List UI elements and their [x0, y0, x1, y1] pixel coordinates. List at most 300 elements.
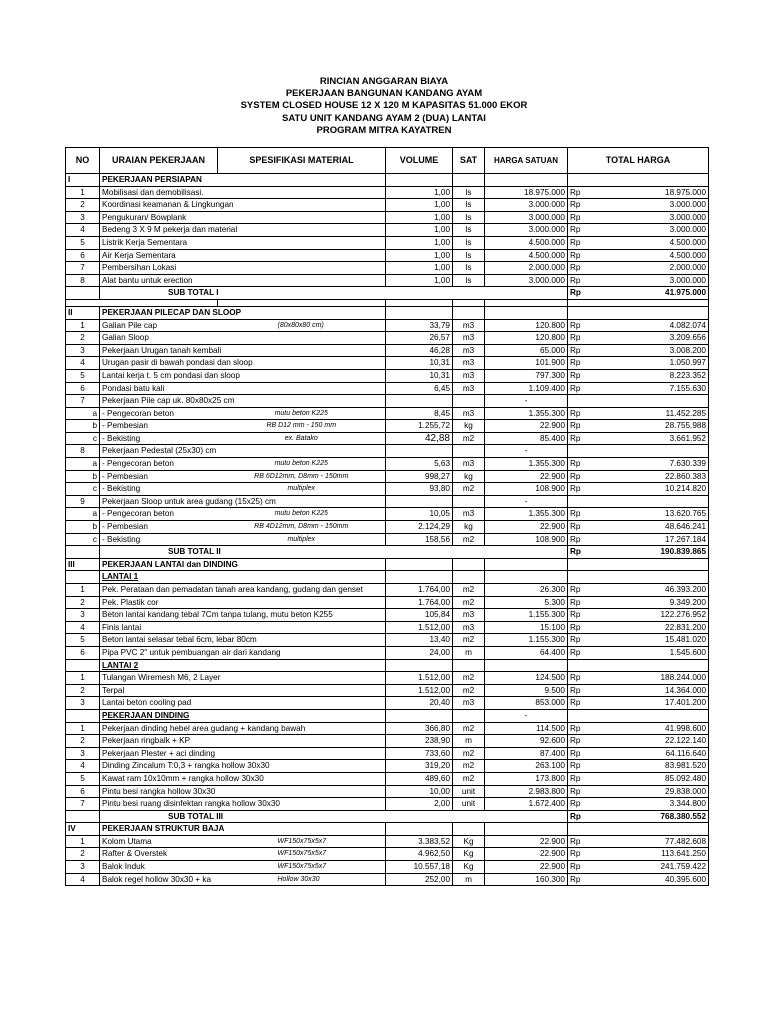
unit-value: ls	[453, 262, 485, 275]
col-header-volume: VOLUME	[386, 148, 453, 174]
unit-value: m2	[453, 584, 485, 597]
table-row	[66, 495, 709, 508]
currency-label: Rp	[568, 546, 586, 559]
section-number: III	[66, 558, 100, 571]
total-price	[586, 445, 709, 458]
section-number: IV	[66, 823, 100, 836]
unit-price: 173.800	[485, 772, 568, 785]
row-number: 2	[66, 848, 100, 861]
row-number: 5	[66, 634, 100, 647]
table-row	[66, 319, 709, 332]
total-price: 113.641.250	[586, 848, 709, 861]
unit-price: 22.900	[485, 420, 568, 433]
header-line-3: SYSTEM CLOSED HOUSE 12 X 120 M KAPASITAS 51.000 EKOR	[240, 100, 528, 112]
total-price: 17.267.184	[586, 533, 709, 546]
volume-value: 238,90	[386, 735, 453, 748]
currency-label: Rp	[568, 798, 586, 811]
unit-price: 114.500	[485, 722, 568, 735]
volume-value: 10,31	[386, 357, 453, 370]
table-row	[66, 344, 709, 357]
work-description: Beton lantai selasar tebal 6cm, lebar 80cm	[100, 634, 386, 647]
group-row	[66, 659, 709, 672]
unit-price: 2.000.000	[485, 262, 568, 275]
total-price: 3.000.000	[586, 211, 709, 224]
volume-value: 1.512,00	[386, 684, 453, 697]
total-price: 4.082.074	[586, 319, 709, 332]
unit-value: m2	[453, 634, 485, 647]
empty-cell	[66, 659, 100, 672]
unit-value: m3	[453, 344, 485, 357]
currency-label: Rp	[568, 722, 586, 735]
subtotal-row	[66, 287, 709, 300]
table-row	[66, 407, 709, 420]
work-description: Alat bantu untuk erection	[100, 274, 386, 287]
total-price: 7.630.339	[586, 458, 709, 471]
unit-value: m3	[453, 621, 485, 634]
row-number: 3	[66, 609, 100, 622]
unit-value: m3	[453, 369, 485, 382]
unit-value: m3	[453, 508, 485, 521]
row-number: 4	[66, 224, 100, 237]
empty-cell	[568, 571, 586, 584]
table-row	[66, 369, 709, 382]
currency-label: Rp	[568, 249, 586, 262]
material-spec: RB D12 mm - 150 mm	[218, 420, 386, 433]
subtotal-label: SUB TOTAL III	[100, 810, 568, 823]
unit-value: kg	[453, 420, 485, 433]
volume-value: 8,45	[386, 407, 453, 420]
volume-value: 6,45	[386, 382, 453, 395]
work-description: - Bekisting	[100, 432, 218, 445]
total-price: 7.155.630	[586, 382, 709, 395]
work-description: Pekerjaan Sloop untuk area gudang (15x25) cm	[100, 495, 386, 508]
unit-value: m2	[453, 432, 485, 445]
currency-label: Rp	[568, 621, 586, 634]
volume-value	[386, 445, 453, 458]
empty-cell	[568, 659, 586, 672]
material-spec: WF150x75x5x7	[218, 861, 386, 874]
empty-cell	[453, 709, 485, 722]
work-description: Mobilisasi dan demobilisasi.	[100, 186, 386, 199]
subtotal-value: 41.975.000	[586, 287, 709, 300]
table-row	[66, 697, 709, 710]
volume-value: 33,79	[386, 319, 453, 332]
work-description: Lantai beton cooling pad	[100, 697, 386, 710]
col-header-spesifikasi: SPESIFIKASI MATERIAL	[218, 148, 386, 174]
unit-price: 22.900	[485, 470, 568, 483]
empty-cell	[386, 174, 453, 187]
total-price	[586, 495, 709, 508]
volume-value: 10,00	[386, 785, 453, 798]
row-number: 9	[66, 495, 100, 508]
unit-value: ls	[453, 249, 485, 262]
total-price: 4.500.000	[586, 236, 709, 249]
table-row	[66, 420, 709, 433]
unit-price: 1.672.400	[485, 798, 568, 811]
volume-value: 1.255,72	[386, 420, 453, 433]
total-price: 77.482.608	[586, 835, 709, 848]
section-number: II	[66, 306, 100, 319]
row-number: 4	[66, 621, 100, 634]
total-price: 3.209.656	[586, 332, 709, 345]
empty-cell	[485, 174, 568, 187]
currency-label: Rp	[568, 236, 586, 249]
unit-price: 1.155.300	[485, 634, 568, 647]
table-row	[66, 274, 709, 287]
total-price: 17.401.200	[586, 697, 709, 710]
empty-cell	[453, 823, 485, 836]
unit-price: 64.400	[485, 646, 568, 659]
total-price: 18.975.000	[586, 186, 709, 199]
unit-value: m2	[453, 483, 485, 496]
table-row	[66, 609, 709, 622]
work-description: Pintu besi ruang disinfektan rangka hollow 30x30	[100, 798, 386, 811]
total-price: 241.759.422	[586, 861, 709, 874]
work-description: - Pengecoran beton	[100, 508, 218, 521]
total-price: 1.545.600	[586, 646, 709, 659]
total-price: 3.000.000	[586, 274, 709, 287]
currency-label	[568, 495, 586, 508]
total-price: 15.481.020	[586, 634, 709, 647]
unit-price: 120.800	[485, 332, 568, 345]
material-spec: ex. Batako	[218, 432, 386, 445]
empty-cell	[386, 709, 453, 722]
total-price: 3.344.800	[586, 798, 709, 811]
row-number: 5	[66, 772, 100, 785]
work-description: - Bekisting	[100, 533, 218, 546]
empty-cell	[586, 174, 709, 187]
volume-value: 1,00	[386, 199, 453, 212]
currency-label: Rp	[568, 772, 586, 785]
currency-label: Rp	[568, 835, 586, 848]
currency-label: Rp	[568, 262, 586, 275]
unit-price: 108.900	[485, 483, 568, 496]
total-price	[586, 395, 709, 408]
row-number: 4	[66, 357, 100, 370]
row-number: 5	[66, 236, 100, 249]
currency-label: Rp	[568, 199, 586, 212]
work-description: - Pembesian	[100, 470, 218, 483]
volume-value: 24,00	[386, 646, 453, 659]
volume-value: 5,63	[386, 458, 453, 471]
work-description: - Pembesian	[100, 521, 218, 534]
unit-price: 18.975.000	[485, 186, 568, 199]
group-title: LANTAI 1	[100, 571, 386, 584]
total-price: 3.661.952	[586, 432, 709, 445]
table-row	[66, 432, 709, 445]
volume-value: 1,00	[386, 249, 453, 262]
section-title: PEKERJAAN LANTAI dan DINDING	[100, 558, 386, 571]
budget-table	[65, 147, 709, 886]
currency-label: Rp	[568, 747, 586, 760]
unit-price: 1.155.300	[485, 609, 568, 622]
currency-label	[568, 395, 586, 408]
row-number: 8	[66, 274, 100, 287]
unit-price: 65.000	[485, 344, 568, 357]
group-row	[66, 709, 709, 722]
material-spec: multiplex	[218, 483, 386, 496]
currency-label: Rp	[568, 596, 586, 609]
section-title: PEKERJAAN PERSIAPAN	[100, 174, 386, 187]
spacer-row	[66, 299, 709, 306]
row-number: 6	[66, 249, 100, 262]
work-description: Pekerjaan Pile cap uk. 80x80x25 cm	[100, 395, 386, 408]
empty-cell	[386, 306, 453, 319]
empty-cell	[568, 558, 586, 571]
work-description: Beton lantai kandang tebal 7Cm tanpa tulang, mutu beton K255	[100, 609, 386, 622]
unit-price: 120.800	[485, 319, 568, 332]
unit-value: m3	[453, 332, 485, 345]
currency-label: Rp	[568, 432, 586, 445]
volume-value: 998,27	[386, 470, 453, 483]
work-description: Pekerjaan Urugan tanah kembali	[100, 344, 386, 357]
volume-value: 319,20	[386, 760, 453, 773]
material-spec: WF150x75x5x7	[218, 835, 386, 848]
table-row	[66, 596, 709, 609]
row-number: 1	[66, 672, 100, 685]
table-row	[66, 357, 709, 370]
material-spec: Hollow 30x30	[218, 873, 386, 886]
table-row	[66, 785, 709, 798]
table-row	[66, 634, 709, 647]
empty-cell	[386, 558, 453, 571]
unit-price: 853.000	[485, 697, 568, 710]
table-row	[66, 735, 709, 748]
unit-price: 160.300	[485, 873, 568, 886]
total-price: 46.393.200	[586, 584, 709, 597]
unit-price: 5.300	[485, 596, 568, 609]
currency-label: Rp	[568, 873, 586, 886]
unit-value: unit	[453, 798, 485, 811]
unit-value: ls	[453, 199, 485, 212]
empty-cell	[218, 299, 386, 306]
subtotal-value: 190.839.865	[586, 546, 709, 559]
work-description: Pek. Plastik cor	[100, 596, 386, 609]
col-header-harga: HARGA SATUAN	[485, 148, 568, 174]
total-price: 3.000.000	[586, 199, 709, 212]
volume-value: 1,00	[386, 224, 453, 237]
work-description: Pengukuran/ Bowplank	[100, 211, 386, 224]
subtotal-label: SUB TOTAL I	[100, 287, 568, 300]
volume-value: 3.383,52	[386, 835, 453, 848]
empty-cell	[586, 571, 709, 584]
total-price: 4.500.000	[586, 249, 709, 262]
unit-value: m	[453, 873, 485, 886]
section-row	[66, 174, 709, 187]
empty-cell	[66, 810, 100, 823]
work-description: Kawat ram 10x10mm + rangka hollow 30x30	[100, 772, 386, 785]
empty-cell	[66, 546, 100, 559]
volume-value: 252,00	[386, 873, 453, 886]
volume-value: 42,88	[386, 432, 453, 445]
currency-label: Rp	[568, 584, 586, 597]
volume-value: 10,05	[386, 508, 453, 521]
volume-value: 10,31	[386, 369, 453, 382]
section-row	[66, 823, 709, 836]
row-number: 7	[66, 262, 100, 275]
table-row	[66, 772, 709, 785]
currency-label: Rp	[568, 785, 586, 798]
unit-price: 101.900	[485, 357, 568, 370]
unit-value: Kg	[453, 848, 485, 861]
empty-cell	[586, 709, 709, 722]
unit-value: m3	[453, 319, 485, 332]
unit-value: m2	[453, 533, 485, 546]
empty-cell	[485, 299, 568, 306]
currency-label: Rp	[568, 344, 586, 357]
row-number: 2	[66, 332, 100, 345]
unit-price: 26.300	[485, 584, 568, 597]
table-row	[66, 835, 709, 848]
header-line-1: RINCIAN ANGGARAN BIAYA	[319, 76, 449, 87]
volume-value: 1.512,00	[386, 672, 453, 685]
group-row	[66, 571, 709, 584]
volume-value: 158,56	[386, 533, 453, 546]
unit-price: 15.100	[485, 621, 568, 634]
unit-value: ls	[453, 236, 485, 249]
row-number: 1	[66, 722, 100, 735]
table-header-row	[66, 148, 709, 174]
unit-value	[453, 395, 485, 408]
table-row	[66, 211, 709, 224]
unit-price: 22.900	[485, 861, 568, 874]
row-number: 7	[66, 395, 100, 408]
empty-cell	[453, 659, 485, 672]
table-row	[66, 382, 709, 395]
currency-label: Rp	[568, 521, 586, 534]
row-number: 3	[66, 344, 100, 357]
row-number: a	[66, 407, 100, 420]
row-number: 2	[66, 684, 100, 697]
currency-label: Rp	[568, 634, 586, 647]
work-description: - Pengecoran beton	[100, 458, 218, 471]
unit-value: kg	[453, 470, 485, 483]
unit-price: 263.100	[485, 760, 568, 773]
empty-cell	[568, 299, 586, 306]
unit-price: 85.400	[485, 432, 568, 445]
document-header	[0, 76, 768, 137]
row-number: 4	[66, 760, 100, 773]
table-row	[66, 508, 709, 521]
work-description: Dinding Zincalum T:0,3 + rangka hollow 30x30	[100, 760, 386, 773]
currency-label: Rp	[568, 274, 586, 287]
row-number: c	[66, 483, 100, 496]
currency-label: Rp	[568, 186, 586, 199]
work-description: Pintu besi rangka hollow 30x30	[100, 785, 386, 798]
currency-label: Rp	[568, 697, 586, 710]
unit-value: ls	[453, 186, 485, 199]
row-number: 8	[66, 445, 100, 458]
total-price: 1.050.997	[586, 357, 709, 370]
row-number: 6	[66, 646, 100, 659]
unit-price: 1.109.400	[485, 382, 568, 395]
group-title: PEKERJAAN DINDING	[100, 709, 386, 722]
material-spec: (80x80x80 cm)	[218, 319, 386, 332]
volume-value	[386, 395, 453, 408]
work-description: Bedeng 3 X 9 M pekerja dan material	[100, 224, 386, 237]
row-number: 6	[66, 382, 100, 395]
total-price: 3.000.000	[586, 224, 709, 237]
currency-label: Rp	[568, 470, 586, 483]
work-description: Urugan pasir di bawah pondasi dan sloop	[100, 357, 386, 370]
work-description: Pembersihan Lokasi	[100, 262, 386, 275]
unit-price: 92.600	[485, 735, 568, 748]
row-number: 2	[66, 596, 100, 609]
work-description: Pekerjaan ringbalk + KP	[100, 735, 386, 748]
work-description: Galian Sloop	[100, 332, 386, 345]
row-number: 1	[66, 835, 100, 848]
section-row	[66, 558, 709, 571]
unit-price: 22.900	[485, 835, 568, 848]
work-description: Pondasi batu kali	[100, 382, 386, 395]
row-number: c	[66, 432, 100, 445]
material-spec: RB 6D12mm, D8mm - 150mm	[218, 470, 386, 483]
unit-price: 124.500	[485, 672, 568, 685]
volume-value: 46,28	[386, 344, 453, 357]
unit-value: ls	[453, 211, 485, 224]
unit-price: 108.900	[485, 533, 568, 546]
table-row	[66, 262, 709, 275]
work-description: Listrik Kerja Sementara	[100, 236, 386, 249]
currency-label: Rp	[568, 760, 586, 773]
empty-cell	[453, 306, 485, 319]
volume-value: 13,40	[386, 634, 453, 647]
empty-cell	[485, 306, 568, 319]
unit-price: 3.000.000	[485, 274, 568, 287]
volume-value: 93,80	[386, 483, 453, 496]
row-number: a	[66, 458, 100, 471]
total-price: 40.395.600	[586, 873, 709, 886]
col-header-no: NO	[66, 148, 100, 174]
unit-value: m3	[453, 407, 485, 420]
table-row	[66, 199, 709, 212]
work-description: Pipa PVC 2" untuk pembuangan air dari kandang	[100, 646, 386, 659]
unit-price: 1.355.300	[485, 508, 568, 521]
total-price: 3.008.200	[586, 344, 709, 357]
currency-label: Rp	[568, 735, 586, 748]
material-spec: multiplex	[218, 533, 386, 546]
volume-value: 105,84	[386, 609, 453, 622]
currency-label: Rp	[568, 420, 586, 433]
unit-value: m2	[453, 672, 485, 685]
work-description: Pek. Perataan dan pemadatan tanah area kandang, gudang dan genset	[100, 584, 386, 597]
material-spec: RB 4D12mm, D8mm - 150mm	[218, 521, 386, 534]
volume-value: 1,00	[386, 186, 453, 199]
empty-cell	[568, 823, 586, 836]
volume-value: 1,00	[386, 211, 453, 224]
table-row	[66, 186, 709, 199]
work-description: Galian Pile cap	[100, 319, 218, 332]
section-title: PEKERJAAN STRUKTUR BAJA	[100, 823, 386, 836]
table-row	[66, 458, 709, 471]
empty-cell	[586, 306, 709, 319]
unit-price: -	[485, 395, 568, 408]
unit-price: 2.983.800	[485, 785, 568, 798]
unit-value: m3	[453, 697, 485, 710]
subtotal-value: 768.380.552	[586, 810, 709, 823]
unit-value: m2	[453, 760, 485, 773]
row-number: 7	[66, 798, 100, 811]
work-description: Pekerjaan dinding hebel area gudang + kandang bawah	[100, 722, 386, 735]
empty-cell	[453, 558, 485, 571]
empty-cell	[568, 709, 586, 722]
table-row	[66, 672, 709, 685]
subtotal-row	[66, 810, 709, 823]
row-number: b	[66, 470, 100, 483]
table-row	[66, 395, 709, 408]
unit-price: 1.355.300	[485, 407, 568, 420]
row-number: 5	[66, 369, 100, 382]
